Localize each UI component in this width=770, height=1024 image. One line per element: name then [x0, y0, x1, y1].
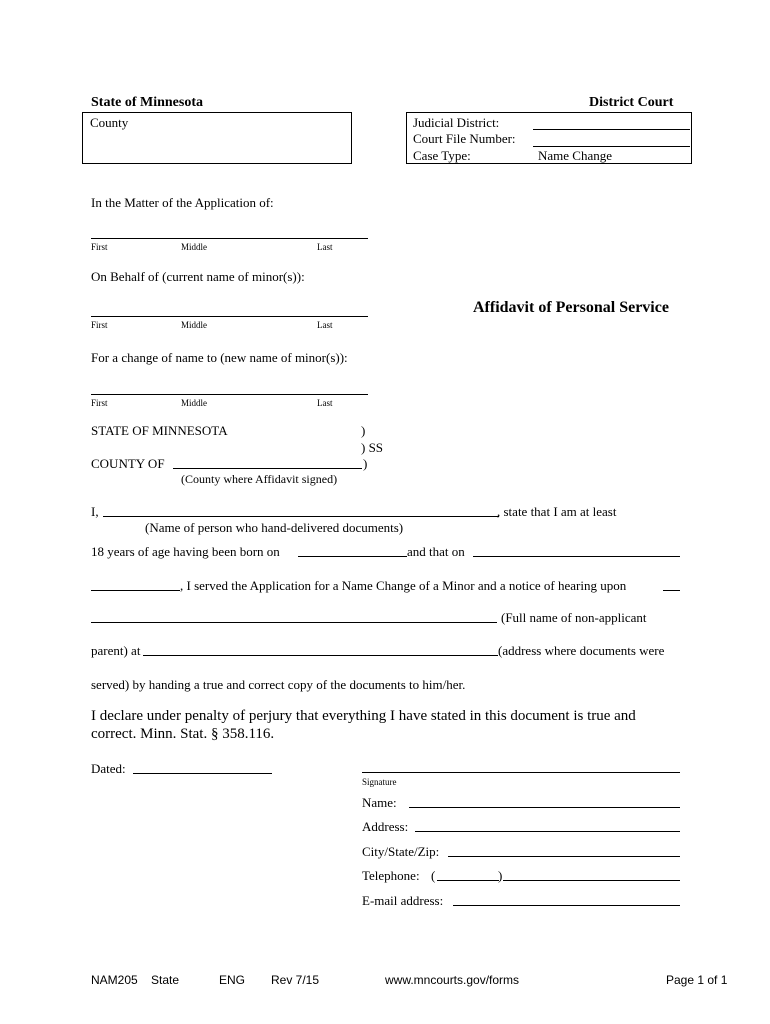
- venue-ss: ) SS: [361, 440, 384, 455]
- city-state-zip-label: City/State/Zip:: [362, 844, 440, 859]
- email-label: E-mail address:: [362, 893, 444, 908]
- service-date-field[interactable]: [473, 556, 680, 557]
- name-field[interactable]: [409, 807, 680, 808]
- last-caption: Last: [317, 242, 333, 252]
- change-to-label: For a change of name to (new name of minor(s)):: [91, 350, 348, 365]
- email-field[interactable]: [453, 905, 680, 906]
- parent-at-text: parent) at: [91, 643, 141, 658]
- person-hint: (Name of person who hand-delivered documents): [145, 520, 404, 535]
- address-label: Address:: [362, 819, 409, 834]
- venue-county-field[interactable]: [173, 468, 362, 469]
- state-at-least-text: , state that I am at least: [497, 504, 617, 519]
- signature-caption: Signature: [362, 777, 397, 787]
- first-caption: First: [91, 242, 108, 252]
- telephone-label: Telephone:: [362, 868, 420, 883]
- i-label: I,: [91, 504, 99, 519]
- applicant-name-field[interactable]: [91, 238, 368, 239]
- area-code-field[interactable]: [437, 880, 499, 881]
- county-hint: (County where Affidavit signed): [181, 472, 338, 486]
- address-hint-text: (address where documents were: [498, 643, 665, 658]
- dated-field[interactable]: [133, 773, 272, 774]
- venue-county-prefix: COUNTY OF: [91, 456, 165, 471]
- dated-label: Dated:: [91, 761, 126, 776]
- judicial-district-label: Judicial District:: [413, 115, 500, 130]
- first-caption: First: [91, 398, 108, 408]
- city-state-zip-field[interactable]: [448, 856, 680, 857]
- telephone-close-paren: ): [498, 868, 503, 883]
- service-date-cont-field[interactable]: [91, 590, 180, 591]
- court-heading: District Court: [589, 95, 674, 110]
- non-applicant-name-field[interactable]: [91, 622, 497, 623]
- venue-paren: ): [361, 423, 366, 438]
- county-label: County: [90, 115, 129, 130]
- declaration: I declare under penalty of perjury that everything I have stated in this document is true and correct. Minn. Stat. § 358.116.: [91, 708, 636, 742]
- document-title: Affidavit of Personal Service: [473, 299, 669, 316]
- court-file-number-label: Court File Number:: [413, 131, 516, 146]
- new-minor-name-field[interactable]: [91, 394, 368, 395]
- footer-url[interactable]: www.mncourts.gov/forms: [385, 973, 520, 987]
- current-minor-name-field[interactable]: [91, 316, 368, 317]
- venue-state: STATE OF MINNESOTA: [91, 423, 228, 438]
- judicial-district-field[interactable]: [533, 129, 690, 130]
- address-field[interactable]: [415, 831, 680, 832]
- telephone-field[interactable]: [503, 880, 680, 881]
- case-type-value: Name Change: [538, 148, 613, 163]
- last-caption: Last: [317, 320, 333, 330]
- first-caption: First: [91, 320, 108, 330]
- footer-revision: Rev 7/15: [271, 973, 320, 987]
- court-file-number-field[interactable]: [533, 146, 690, 147]
- venue-paren: ): [363, 456, 368, 471]
- served-by-text: served) by handing a true and correct copy of the documents to him/her.: [91, 677, 466, 692]
- full-name-text: (Full name of non-applicant: [501, 610, 647, 625]
- age-born-on-text: 18 years of age having been born on: [91, 544, 280, 559]
- signature-field[interactable]: [362, 772, 680, 773]
- footer-language: ENG: [219, 973, 246, 987]
- service-address-field[interactable]: [143, 655, 498, 656]
- on-behalf-label: On Behalf of (current name of minor(s)):: [91, 269, 305, 284]
- application-of-label: In the Matter of the Application of:: [91, 195, 274, 210]
- footer-form: NAM205: [91, 973, 138, 987]
- case-type-label: Case Type:: [413, 148, 471, 163]
- last-caption: Last: [317, 398, 333, 408]
- and-that-on-text: and that on: [407, 544, 465, 559]
- served-application-text: , I served the Application for a Name Change of a Minor and a notice of hearing upon: [180, 578, 627, 593]
- state-heading: State of Minnesota: [91, 95, 203, 110]
- birth-date-field[interactable]: [298, 556, 407, 557]
- telephone-open-paren: (: [431, 868, 436, 883]
- middle-caption: Middle: [181, 242, 207, 252]
- middle-caption: Middle: [181, 398, 207, 408]
- served-upon-field[interactable]: [663, 590, 680, 591]
- middle-caption: Middle: [181, 320, 207, 330]
- footer-page: Page 1 of 1: [666, 973, 728, 987]
- name-label: Name:: [362, 795, 397, 810]
- footer-jurisdiction: State: [151, 973, 180, 987]
- affiant-name-field[interactable]: [103, 516, 499, 517]
